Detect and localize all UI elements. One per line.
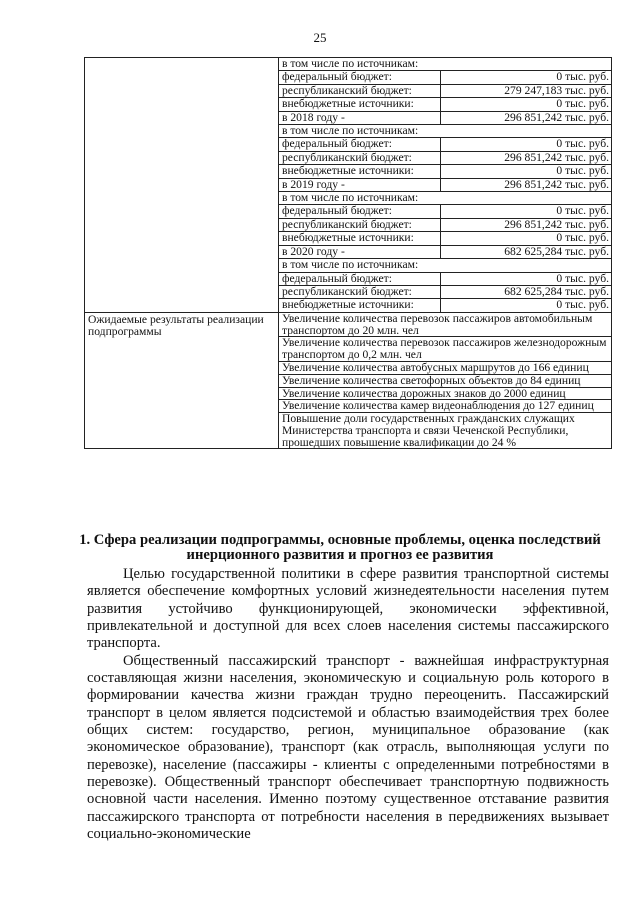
funding-amount: 682 625,284 тыс. руб. <box>504 244 609 258</box>
funding-subheader: в том числе по источникам: <box>279 259 612 272</box>
expected-result-row <box>85 312 612 337</box>
paragraph: Общественный пассажирский транспорт - важнейшая инфраструктурная составляющая жизни населения, экономическую и социальную роль которого в формировании качества жизни граждан трудно переоценить. Пассажирский транспорт в целом является подсистемой и областью взаимодействия трех более общих систем: государство, регион, муниципальное образование (как экономическое образование), транспорт (как отрасль, выполняющая услуги по перевозке), население (пассажиры - клиенты с определенными потребностями в перевозке). Общественный транспорт обеспечивает транспортную подвижность основной части населения. Именно поэтому существенное отставание развития пассажирского транспорта от потребности населения в передвижениях вызывает социально-экономические <box>87 652 609 843</box>
funding-subheader: в том числе по источникам: <box>279 192 612 205</box>
funding-subheader: в том числе по источникам: <box>279 125 612 138</box>
funding-cell <box>279 111 612 124</box>
funding-cell <box>279 98 612 111</box>
funding-amount: 296 851,242 тыс. руб. <box>504 217 609 231</box>
funding-amount: 0 тыс. руб. <box>556 298 609 312</box>
expected-result: Увеличение количества дорожных знаков до 2000 единиц <box>279 387 612 400</box>
funding-source-label: внебюджетные источники: <box>282 232 441 244</box>
funding-row <box>85 58 612 71</box>
page-number: 25 <box>313 30 327 45</box>
funding-amount: 279 247,183 тыс. руб. <box>504 83 609 97</box>
funding-source-label: внебюджетные источники: <box>282 98 441 110</box>
funding-amount: 682 625,284 тыс. руб. <box>504 284 609 298</box>
funding-amount: 0 тыс. руб. <box>556 70 609 84</box>
funding-amount: 0 тыс. руб. <box>556 97 609 111</box>
funding-source-label: республиканский бюджет: <box>282 286 441 298</box>
body-text <box>87 566 609 844</box>
funding-amount: 0 тыс. руб. <box>556 137 609 151</box>
funding-source-label: в 2020 году - <box>282 246 441 258</box>
expected-result: Увеличение количества перевозок пассажиров железнодорожным транспортом до 0,2 млн. чел <box>279 337 612 362</box>
funding-source-label: федеральный бюджет: <box>282 273 441 285</box>
funding-cell <box>279 178 612 191</box>
funding-cell <box>279 218 612 231</box>
funding-amount: 296 851,242 тыс. руб. <box>504 177 609 191</box>
expected-result: Увеличение количества перевозок пассажиров автомобильным транспортом до 20 млн. чел <box>279 312 612 337</box>
funding-source-label: федеральный бюджет: <box>282 71 441 83</box>
expected-result: Увеличение количества камер видеонаблюдения до 127 единиц <box>279 400 612 413</box>
funding-source-label: в 2018 году - <box>282 112 441 124</box>
funding-amount: 296 851,242 тыс. руб. <box>504 150 609 164</box>
funding-cell <box>279 299 612 312</box>
funding-cell <box>279 272 612 285</box>
expected-result: Увеличение количества автобусных маршрутов до 166 единиц <box>279 361 612 374</box>
funding-cell <box>279 165 612 178</box>
funding-cell <box>279 151 612 164</box>
funding-amount: 296 851,242 тыс. руб. <box>504 110 609 124</box>
expected-result: Повышение доли государственных гражданских служащих Министерства транспорта и связи Чеченской Республики, прошедших повышение квалификации до 24 % <box>279 413 612 449</box>
funding-source-label: республиканский бюджет: <box>282 219 441 231</box>
funding-amount: 0 тыс. руб. <box>556 164 609 178</box>
expected-results-label: Ожидаемые результаты реализации подпрограммы <box>85 312 279 449</box>
funding-label-cell <box>85 58 279 313</box>
funding-source-label: федеральный бюджет: <box>282 138 441 150</box>
funding-cell <box>279 245 612 258</box>
funding-cell <box>279 205 612 218</box>
funding-amount: 0 тыс. руб. <box>556 231 609 245</box>
funding-cell <box>279 71 612 84</box>
passport-table <box>84 57 612 449</box>
funding-cell <box>279 138 612 151</box>
funding-source-label: в 2019 году - <box>282 179 441 191</box>
funding-amount: 0 тыс. руб. <box>556 271 609 285</box>
funding-source-label: внебюджетные источники: <box>282 165 441 177</box>
expected-result: Увеличение количества светофорных объектов до 84 единиц <box>279 374 612 387</box>
funding-cell <box>279 285 612 298</box>
funding-cell <box>279 232 612 245</box>
funding-source-label: республиканский бюджет: <box>282 85 441 97</box>
funding-source-label: внебюджетные источники: <box>282 299 441 311</box>
section-heading: 1. Сфера реализации подпрограммы, основные проблемы, оценка последствий инерционного развития и прогноз ее развития <box>79 532 601 563</box>
funding-subheader: в том числе по источникам: <box>279 58 612 71</box>
funding-source-label: федеральный бюджет: <box>282 205 441 217</box>
funding-cell <box>279 84 612 97</box>
funding-amount: 0 тыс. руб. <box>556 204 609 218</box>
paragraph: Целью государственной политики в сфере развития транспортной системы является обеспечение комфортных условий жизнедеятельности населения путем развития устойчиво функционирующей, экономически эффективной, привлекательной и доступной для всех слоев населения системы пассажирского транспорта. <box>87 566 609 652</box>
funding-source-label: республиканский бюджет: <box>282 152 441 164</box>
